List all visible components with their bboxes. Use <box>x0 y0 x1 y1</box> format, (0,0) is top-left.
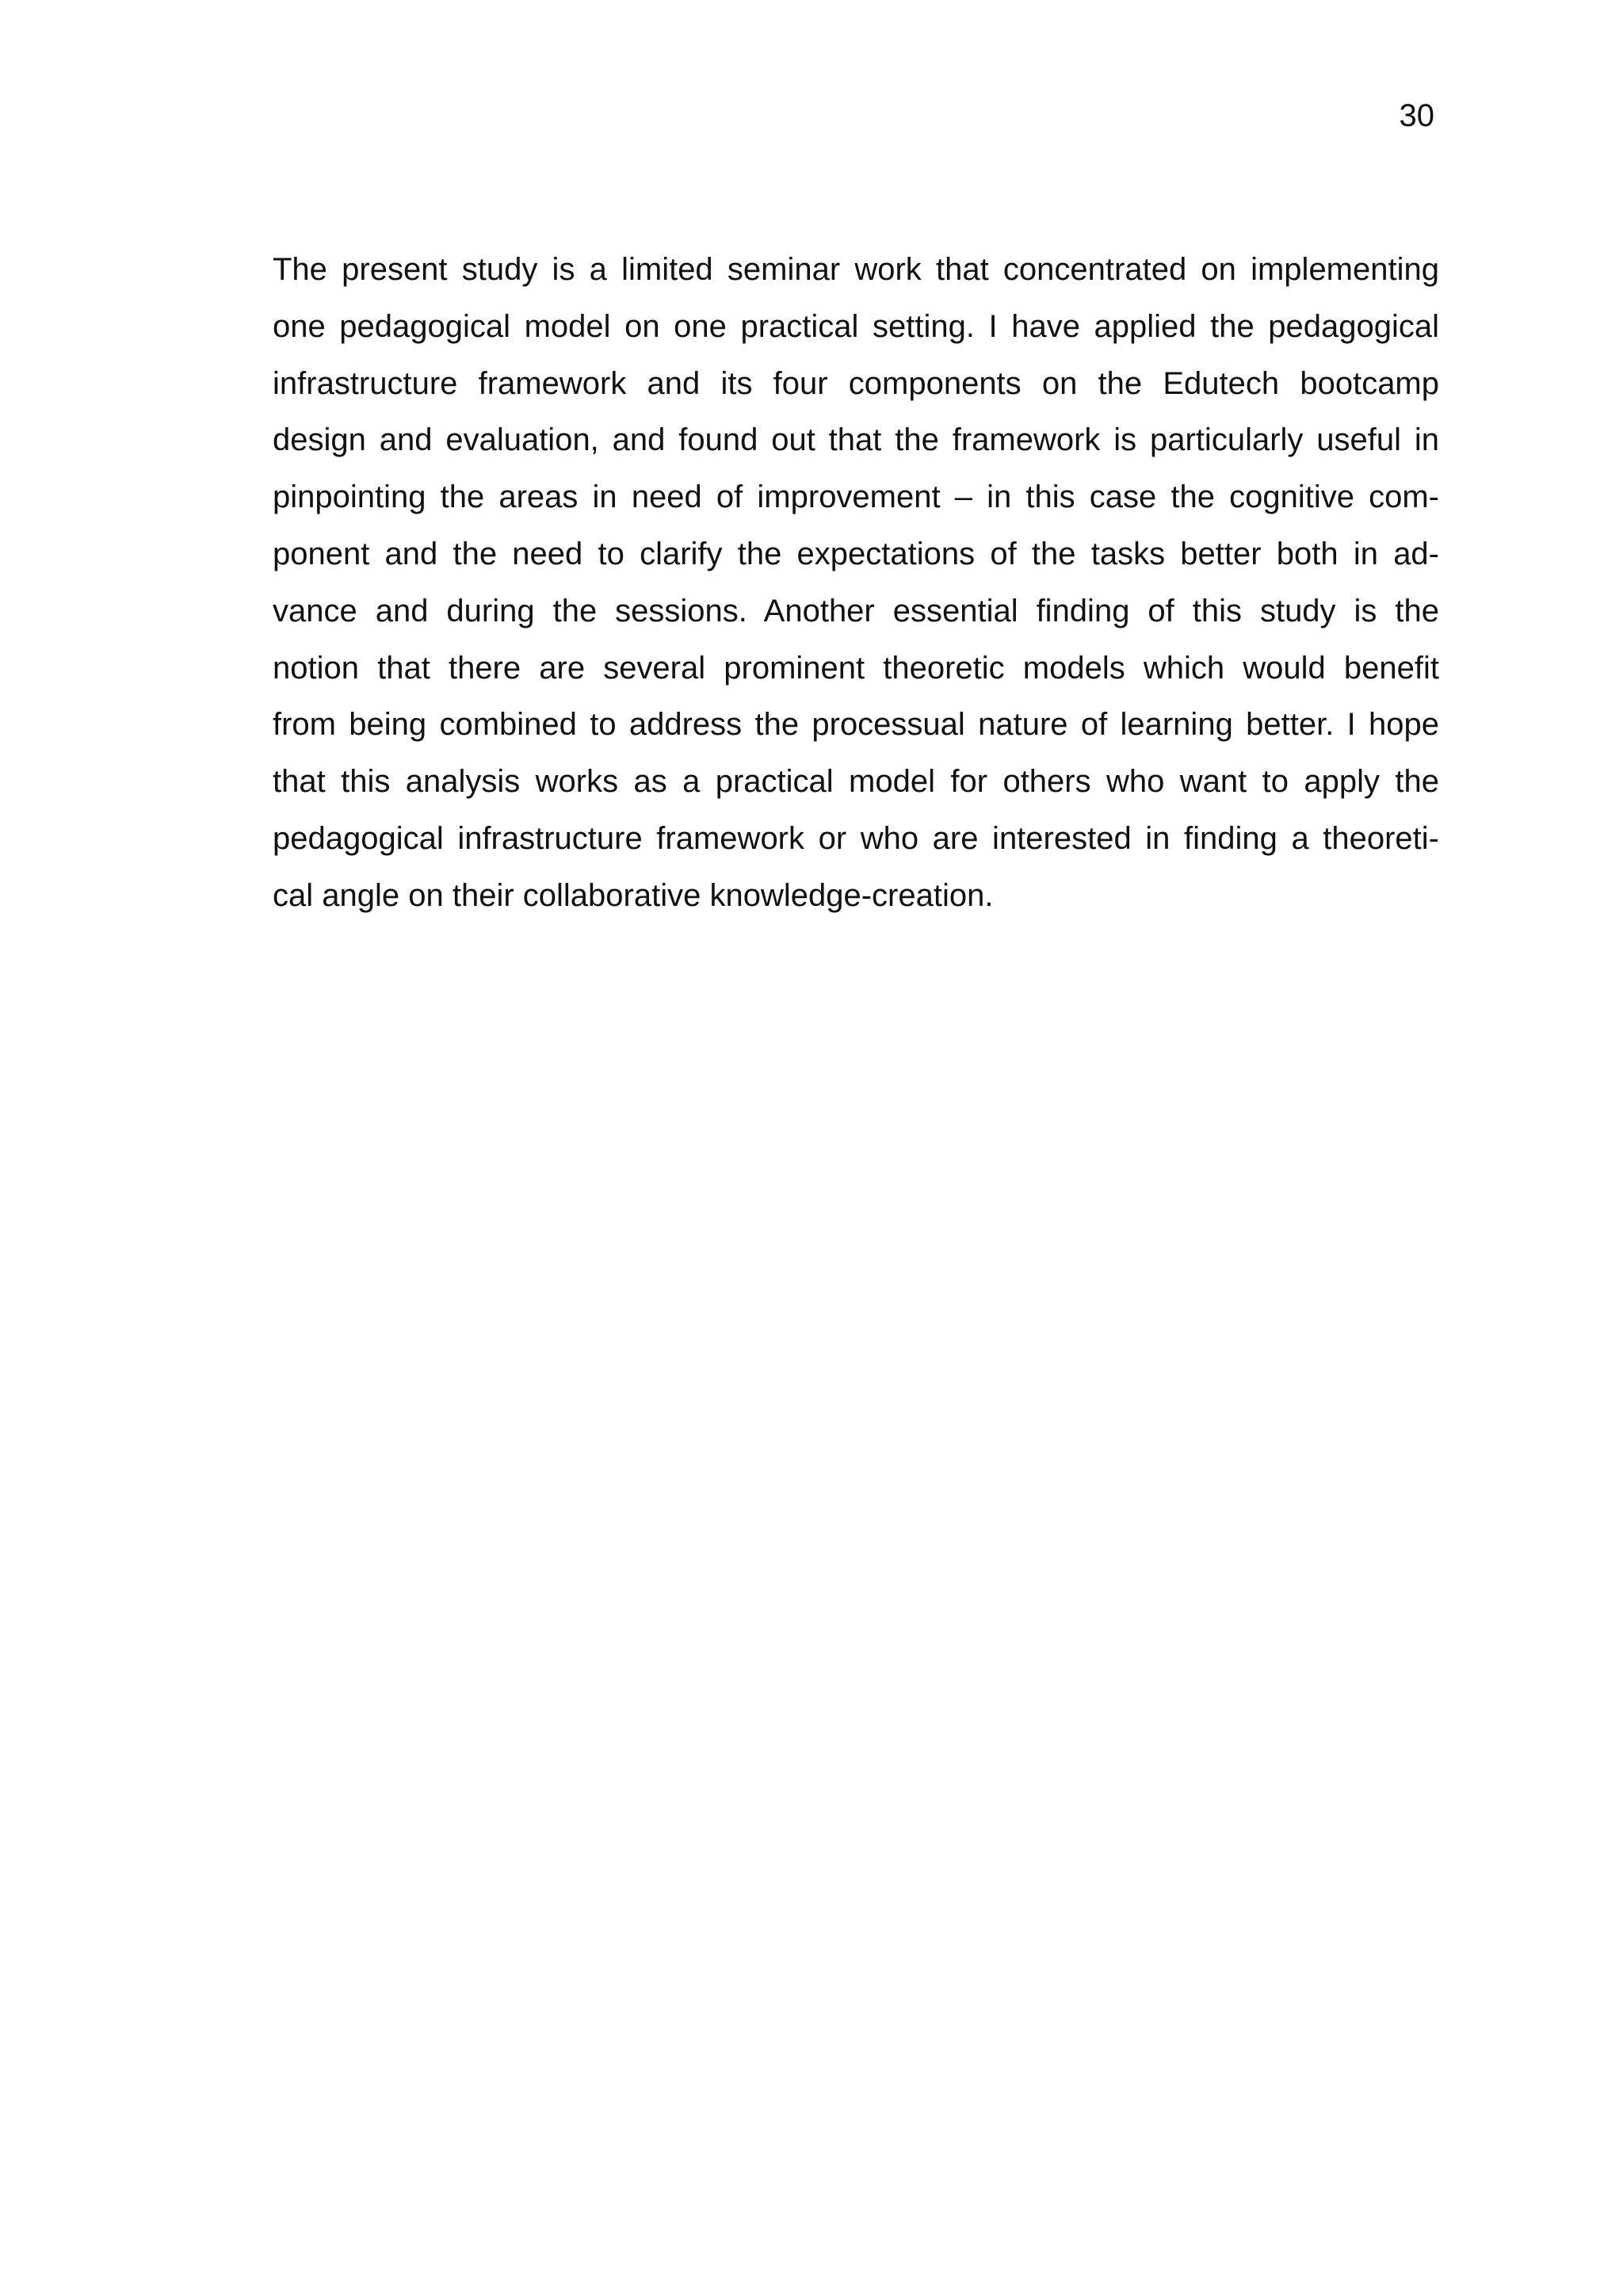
paragraph-line: cal angle on their collaborative knowledge-creation. <box>273 877 994 913</box>
paragraph-line: pedagogical infrastructure framework or who are interested in finding a theoreti- <box>273 820 1439 856</box>
paragraph-line: ponent and the need to clarify the expectations of the tasks better both in ad- <box>273 536 1439 571</box>
paragraph-line: design and evaluation, and found out that the framework is particularly useful in <box>273 422 1439 458</box>
paragraph-line: that this analysis works as a practical model for others who want to apply the <box>273 764 1439 800</box>
paragraph-line: infrastructure framework and its four components on the Edutech bootcamp <box>273 365 1439 401</box>
body-paragraph <box>273 242 1439 925</box>
paragraph-line: The present study is a limited seminar work that concentrated on implementing <box>273 252 1439 287</box>
paragraph-line: pinpointing the areas in need of improvement – in this case the cognitive com- <box>273 479 1439 515</box>
paragraph-line: vance and during the sessions. Another essential finding of this study is the <box>273 593 1439 628</box>
paragraph-line: notion that there are several prominent theoretic models which would benefit <box>273 650 1439 686</box>
page-number: 30 <box>1399 98 1434 133</box>
paragraph-line: from being combined to address the processual nature of learning better. I hope <box>273 707 1439 743</box>
paragraph-line: one pedagogical model on one practical setting. I have applied the pedagogical <box>273 308 1439 344</box>
